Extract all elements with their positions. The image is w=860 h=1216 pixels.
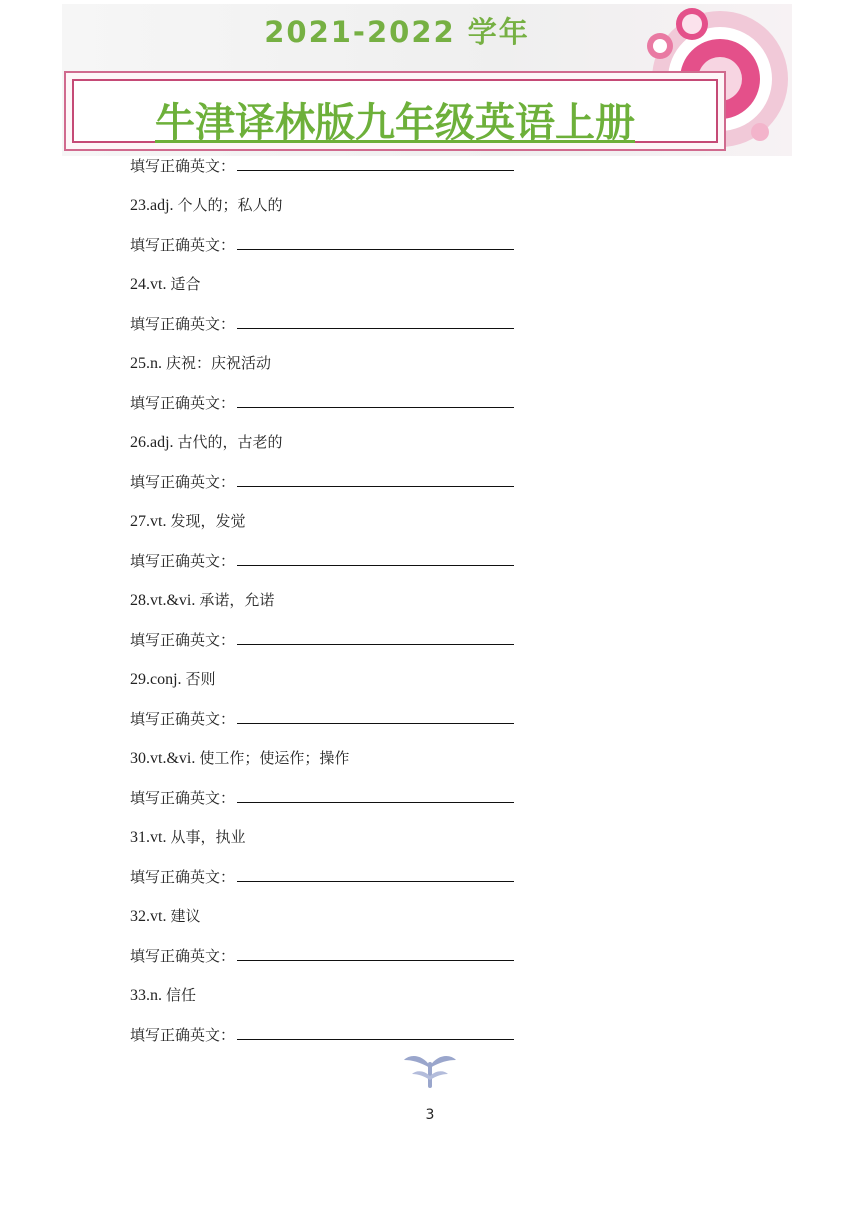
answer-blank[interactable] <box>237 391 514 408</box>
fill-label: 填写正确英文： <box>130 789 236 807</box>
title-frame <box>64 71 726 151</box>
sprout-icon <box>400 1050 460 1090</box>
question-meaning: 从事，执业 <box>170 828 246 846</box>
page-number: 3 <box>425 1107 435 1123</box>
fill-label: 填写正确英文： <box>130 394 236 412</box>
question-33 <box>130 984 196 1007</box>
fill-label: 填写正确英文： <box>130 157 236 175</box>
question-24 <box>130 273 200 296</box>
question-meaning: 发现，发觉 <box>170 512 246 530</box>
fill-label: 填写正确英文： <box>130 236 236 254</box>
title-frame-inner <box>72 79 718 146</box>
fill-line-23 <box>130 233 514 257</box>
fill-line-30 <box>130 786 514 810</box>
question-meaning: 使工作；使运作；操作 <box>199 749 350 767</box>
document-title: 牛津译林版九年级英语上册 <box>155 100 635 146</box>
question-number: 27.vt. <box>130 513 167 530</box>
question-number: 23.adj. <box>130 197 174 214</box>
fill-label: 填写正确英文： <box>130 947 236 965</box>
question-number: 25.n. <box>130 355 162 372</box>
fill-line-24 <box>130 312 514 336</box>
question-25 <box>130 352 271 375</box>
answer-blank[interactable] <box>237 470 514 487</box>
question-meaning: 否则 <box>185 670 216 688</box>
fill-label: 填写正确英文： <box>130 868 236 886</box>
question-number: 26.adj. <box>130 434 174 451</box>
fill-label: 填写正确英文： <box>130 710 236 728</box>
question-31 <box>130 826 245 849</box>
question-number: 33.n. <box>130 987 162 1004</box>
answer-blank[interactable] <box>237 549 514 566</box>
answer-blank[interactable] <box>237 707 514 724</box>
question-number: 32.vt. <box>130 908 167 925</box>
question-number: 28.vt.&vi. <box>130 592 196 609</box>
answer-blank[interactable] <box>237 944 514 961</box>
fill-line-26 <box>130 470 514 494</box>
question-number: 24.vt. <box>130 276 167 293</box>
question-meaning: 古代的，古老的 <box>177 433 283 451</box>
question-number: 30.vt.&vi. <box>130 750 196 767</box>
answer-blank[interactable] <box>237 1023 514 1040</box>
question-meaning: 个人的；私人的 <box>177 196 283 214</box>
question-27 <box>130 510 245 533</box>
question-meaning: 信任 <box>166 986 197 1004</box>
fill-line-32 <box>130 944 514 968</box>
answer-blank[interactable] <box>237 312 514 329</box>
answer-blank[interactable] <box>237 865 514 882</box>
question-26 <box>130 431 283 454</box>
fill-label: 填写正确英文： <box>130 473 236 491</box>
question-meaning: 承诺，允诺 <box>199 591 275 609</box>
question-29 <box>130 668 216 691</box>
school-year-heading: 2021-2022 学年 <box>264 15 530 49</box>
answer-blank[interactable] <box>237 628 514 645</box>
question-number: 29.conj. <box>130 671 182 688</box>
answer-blank[interactable] <box>237 786 514 803</box>
fill-line-25 <box>130 391 514 415</box>
fill-label: 填写正确英文： <box>130 552 236 570</box>
question-meaning: 适合 <box>170 275 201 293</box>
question-30 <box>130 747 349 770</box>
fill-line-31 <box>130 865 514 889</box>
fill-line-22 <box>130 154 514 178</box>
fill-line-28 <box>130 628 514 652</box>
question-23 <box>130 194 283 217</box>
question-meaning: 建议 <box>170 907 201 925</box>
fill-label: 填写正确英文： <box>130 315 236 333</box>
question-meaning: 庆祝：庆祝活动 <box>166 354 272 372</box>
fill-label: 填写正确英文： <box>130 631 236 649</box>
question-32 <box>130 905 200 928</box>
fill-line-33 <box>130 1023 514 1047</box>
fill-line-27 <box>130 549 514 573</box>
question-number: 31.vt. <box>130 829 167 846</box>
question-28 <box>130 589 274 612</box>
fill-line-29 <box>130 707 514 731</box>
answer-blank[interactable] <box>237 154 514 171</box>
answer-blank[interactable] <box>237 233 514 250</box>
fill-label: 填写正确英文： <box>130 1026 236 1044</box>
